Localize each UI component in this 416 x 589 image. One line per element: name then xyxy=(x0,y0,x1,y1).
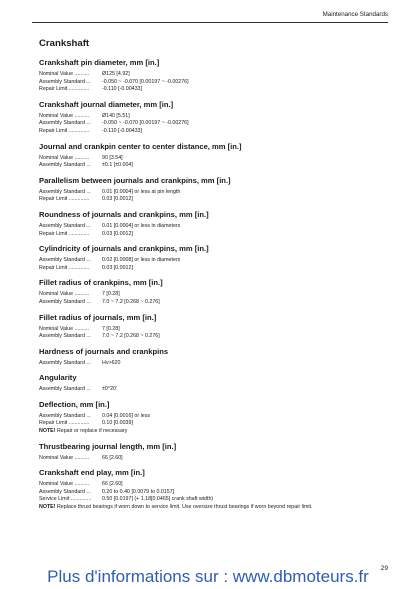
note-label: NOTE! xyxy=(39,504,56,511)
spec-value: 0.03 [0.0012] xyxy=(102,196,133,203)
section-thrust-journal-length xyxy=(39,442,379,463)
spec-row xyxy=(39,326,379,334)
spec-label: Nominal Value .......... xyxy=(39,325,90,332)
spec-row xyxy=(39,86,379,94)
spec-label: Nominal Value .......... xyxy=(39,481,90,488)
spec-row xyxy=(39,489,379,497)
spec-value: 0.01 [0.0004] or less in diameters xyxy=(102,222,181,229)
spec-row xyxy=(39,299,379,307)
section-center-distance xyxy=(39,142,379,170)
spec-label: Nominal Value .......... xyxy=(39,71,90,77)
spec-label: Repair Limit .............. xyxy=(39,127,90,134)
spec-row xyxy=(39,71,379,79)
spec-row xyxy=(39,420,379,428)
spec-value: -0.110 [-0.00433] xyxy=(102,86,142,93)
spec-label: Assembly Standard ... xyxy=(39,257,91,264)
spec-row xyxy=(39,155,379,163)
spec-value: 0.03 [0.0012] xyxy=(102,230,133,237)
spec-row xyxy=(39,231,379,239)
section-heading: Roundness of journals and crankpins, mm [in.] xyxy=(39,209,209,219)
spec-label: Assembly Standard ... xyxy=(39,359,91,366)
spec-row xyxy=(39,496,379,504)
section-heading: Fillet radius of journals, mm [in.] xyxy=(39,312,157,322)
spec-row xyxy=(39,223,379,231)
spec-label: Assembly Standard ... xyxy=(39,188,91,195)
spec-label: Assembly Standard ... xyxy=(39,386,91,393)
spec-value: 0.10 [0.0039] xyxy=(102,420,133,427)
section-heading: Crankshaft end play, mm [in.] xyxy=(39,468,145,478)
section-end-play xyxy=(39,468,379,511)
spec-row xyxy=(39,291,379,299)
note-label: NOTE! xyxy=(39,428,56,435)
spec-row xyxy=(39,79,379,87)
spec-row xyxy=(39,455,379,463)
spec-label: Assembly Standard ... xyxy=(39,333,91,340)
section-parallelism xyxy=(39,176,379,204)
section-heading: Journal and crankpin center to center distance, mm [in.] xyxy=(39,141,242,151)
spec-value: 90 [3.54] xyxy=(102,154,123,161)
spec-label: Nominal Value .......... xyxy=(39,454,90,461)
spec-row xyxy=(39,113,379,121)
spec-value: Hv>620 xyxy=(102,359,121,366)
running-header: Maintenance Standards xyxy=(322,11,388,18)
section-journal-diameter xyxy=(39,100,379,136)
section-heading: Deflection, mm [in.] xyxy=(39,399,110,409)
section-deflection xyxy=(39,400,379,436)
spec-label: Nominal Value .......... xyxy=(39,112,90,119)
note xyxy=(39,428,379,436)
spec-value: -0.110 [-0.00433] xyxy=(102,127,142,134)
spec-row xyxy=(39,257,379,265)
spec-value: -0.050 ~ -0.070 [0.00197 ~ -0.00276] xyxy=(102,120,189,127)
section-heading: Cylindricity of journals and crankpins, mm [in.] xyxy=(39,244,209,254)
spec-row xyxy=(39,386,379,394)
spec-label: Assembly Standard ... xyxy=(39,162,91,169)
section-roundness xyxy=(39,210,379,238)
spec-row xyxy=(39,333,379,341)
spec-value: 0.02 [0.0008] or less in diameters xyxy=(102,257,181,264)
spec-label: Nominal Value .......... xyxy=(39,291,90,298)
spec-value: 66 [2.60] xyxy=(102,481,123,488)
spec-label: Assembly Standard ... xyxy=(39,120,91,127)
spec-label: Assembly Standard ... xyxy=(39,222,91,229)
spec-content xyxy=(39,58,379,512)
spec-label: Repair Limit .............. xyxy=(39,264,90,271)
page-title: Crankshaft xyxy=(39,38,90,49)
section-angularity xyxy=(39,373,379,394)
section-fillet-crankpins xyxy=(39,278,379,306)
section-heading: Thrustbearing journal length, mm [in.] xyxy=(39,441,177,451)
spec-row xyxy=(39,162,379,170)
section-hardness xyxy=(39,347,379,368)
spec-value: 7 [0.28] xyxy=(102,291,120,298)
spec-value: 66 [2.60] xyxy=(102,454,123,461)
spec-value: Ø140 [5.51] xyxy=(102,112,130,119)
section-heading: Crankshaft journal diameter, mm [in.] xyxy=(39,99,174,109)
spec-label: Repair Limit .............. xyxy=(39,230,90,237)
section-heading: Fillet radius of crankpins, mm [in.] xyxy=(39,278,163,288)
spec-value: 7 [0.28] xyxy=(102,325,120,332)
spec-label: Nominal Value .......... xyxy=(39,154,90,161)
spec-value: 0.04 [0.0016] or less xyxy=(102,412,150,419)
spec-label: Service Limit .............. xyxy=(39,496,92,503)
spec-label: Assembly Standard ... xyxy=(39,298,91,305)
spec-label: Repair Limit .............. xyxy=(39,196,90,203)
note xyxy=(39,504,379,512)
spec-value: ±0.1 [±0.004] xyxy=(102,162,133,169)
spec-value: 0.50 [0.0197] (+ 1.18[0.0465] crank shaft width) xyxy=(102,496,214,503)
spec-value: 0.20 to 0.40 [0.0079 to 0.0157] xyxy=(102,488,175,495)
spec-row xyxy=(39,413,379,421)
spec-row xyxy=(39,481,379,489)
spec-row xyxy=(39,360,379,368)
spec-value: 7.0 ~ 7.2 [0.268 ~ 0.276] xyxy=(102,298,160,305)
spec-label: Repair Limit .............. xyxy=(39,420,90,427)
spec-row xyxy=(39,120,379,128)
spec-label: Assembly Standard ... xyxy=(39,488,91,495)
section-cylindricity xyxy=(39,244,379,272)
note-text: Replace thrust bearings if worn down to service limit. Use oversize thrust bearings if worn beyond repair limit. xyxy=(55,504,313,511)
spec-value: 0.03 [0.0012] xyxy=(102,264,133,271)
spec-value: -0.050 ~ -0.070 [0.00197 ~ -0.00276] xyxy=(102,78,189,85)
spec-row xyxy=(39,265,379,273)
page-number: 29 xyxy=(380,565,388,572)
spec-label: Assembly Standard ... xyxy=(39,412,91,419)
section-heading: Angularity xyxy=(39,373,77,383)
section-heading: Crankshaft pin diameter, mm [in.] xyxy=(39,58,160,67)
section-heading: Parallelism between journals and crankpins, mm [in.] xyxy=(39,175,231,185)
spec-label: Repair Limit .............. xyxy=(39,86,90,93)
promo-link[interactable]: Plus d'informations sur : www.dbmoteurs.fr xyxy=(47,567,369,586)
section-heading: Hardness of journals and crankpins xyxy=(39,346,169,356)
note-text: Repair or replace if necessary xyxy=(55,428,128,435)
header-divider xyxy=(32,22,388,23)
spec-label: Assembly Standard ... xyxy=(39,78,91,85)
section-pin-diameter xyxy=(39,58,379,94)
spec-row xyxy=(39,196,379,204)
spec-row xyxy=(39,128,379,136)
spec-value: 0.01 [0.0004] or less at pin length xyxy=(102,188,181,195)
spec-value: ±0°20' xyxy=(102,386,117,393)
section-fillet-journals xyxy=(39,313,379,341)
spec-row xyxy=(39,189,379,197)
spec-value: Ø125 [4.92] xyxy=(102,71,130,77)
spec-value: 7.0 ~ 7.2 [0.268 ~ 0.276] xyxy=(102,333,160,340)
